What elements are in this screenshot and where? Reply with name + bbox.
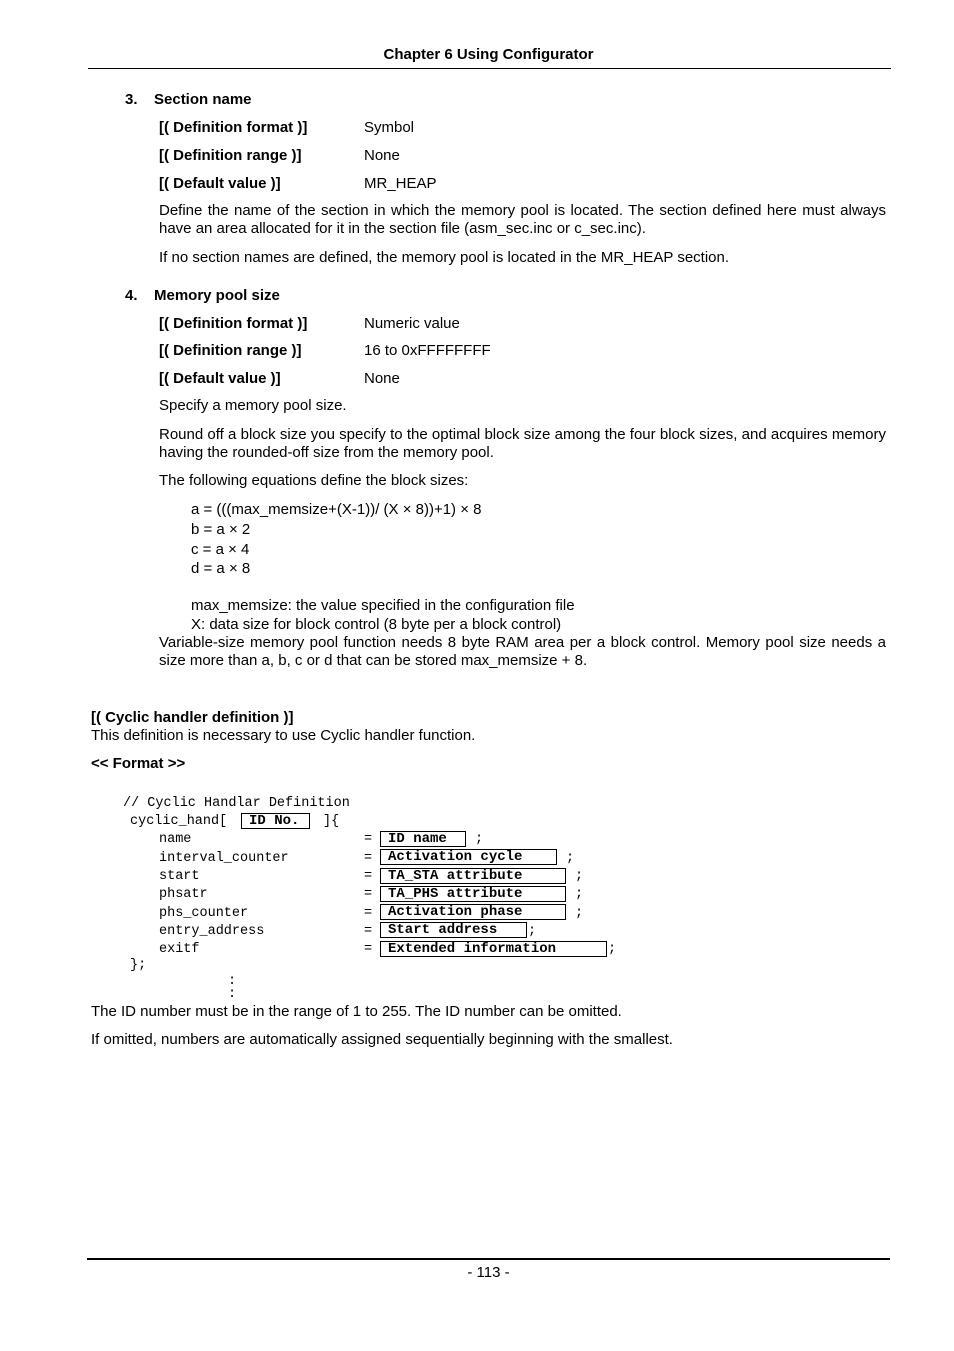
section3-row-value: MR_HEAP — [364, 175, 437, 192]
field-name: name — [159, 832, 192, 847]
code-ellipsis: : — [228, 974, 237, 989]
section4-row-label: [( Default value )] — [159, 370, 281, 387]
code-ellipsis: : — [228, 987, 237, 1002]
section4-paragraph: Specify a memory pool size. — [159, 397, 347, 414]
equation-note: X: data size for block control (8 byte per a block control) — [191, 616, 562, 633]
field-equals: = — [364, 906, 373, 921]
field-equals: = — [364, 887, 373, 902]
section3-row-label: [( Default value )] — [159, 175, 281, 192]
field-value-box: ID name — [380, 831, 466, 847]
field-terminator: ; — [528, 924, 537, 939]
field-terminator: ; — [608, 942, 617, 957]
section3-row-label: [( Definition format )] — [159, 119, 308, 136]
format-label: << Format >> — [91, 755, 186, 772]
field-value-box: TA_STA attribute — [380, 868, 566, 884]
cyclic-description: This definition is necessary to use Cyclic handler function. — [91, 727, 476, 744]
cyclic-note: The ID number must be in the range of 1 to 255. The ID number can be omitted. — [91, 1003, 622, 1020]
section3-row-label: [( Definition range )] — [159, 147, 302, 164]
code-open-prefix: cyclic_hand[ — [130, 814, 228, 829]
section4-row-value: Numeric value — [364, 315, 460, 332]
equation: b = a × 2 — [191, 521, 251, 538]
section4-title: Memory pool size — [154, 287, 280, 304]
cyclic-note: If omitted, numbers are automatically assigned sequentially beginning with the smallest. — [91, 1031, 673, 1048]
code-open-suffix: ]{ — [323, 814, 340, 829]
equation-note: max_memsize: the value specified in the configuration file — [191, 597, 575, 614]
field-name: interval_counter — [159, 851, 289, 866]
field-name: phsatr — [159, 887, 208, 902]
cyclic-heading: [( Cyclic handler definition )] — [91, 709, 294, 726]
code-close: }; — [130, 958, 147, 973]
field-terminator: ; — [575, 887, 584, 902]
field-value-box: Start address — [380, 922, 527, 938]
section4-paragraph: The following equations define the block sizes: — [159, 472, 469, 489]
field-value-box: TA_PHS attribute — [380, 886, 566, 902]
section4-row-value: None — [364, 370, 400, 387]
equation: d = a × 8 — [191, 560, 251, 577]
chapter-title: Chapter 6 Using Configurator — [383, 46, 594, 63]
section3-row-value: Symbol — [364, 119, 415, 136]
field-value-box: Activation phase — [380, 904, 566, 920]
field-name: exitf — [159, 942, 200, 957]
field-equals: = — [364, 832, 373, 847]
field-name: entry_address — [159, 924, 265, 939]
equation: a = (((max_memsize+(X-1))/ (X × 8))+1) × 8 — [191, 501, 482, 518]
code-comment: // Cyclic Handlar Definition — [123, 796, 350, 811]
section3-paragraph: Define the name of the section in which the memory pool is located. The section defined here must always have an area allocated for it in the section file (asm_sec.inc or c_sec.inc). — [159, 202, 886, 237]
footer-rule — [87, 1258, 890, 1260]
id-number-box: ID No. — [241, 813, 310, 829]
section4-number: 4. — [125, 287, 138, 304]
section4-closing: Variable-size memory pool function needs 8 byte RAM area per a block control. Memory pool size needs a size more than a, b, c or d that can be stored max_memsize + 8. — [159, 634, 886, 669]
section3-paragraph: If no section names are defined, the memory pool is located in the MR_HEAP section. — [159, 249, 730, 266]
equation: c = a × 4 — [191, 541, 250, 558]
section3-number: 3. — [125, 91, 138, 108]
field-terminator: ; — [566, 851, 575, 866]
field-name: phs_counter — [159, 906, 249, 921]
field-equals: = — [364, 869, 373, 884]
field-terminator: ; — [575, 906, 584, 921]
field-equals: = — [364, 924, 373, 939]
field-name: start — [159, 869, 200, 884]
page-number: - 113 - — [467, 1264, 510, 1281]
section4-row-label: [( Definition format )] — [159, 315, 308, 332]
section4-row-value: 16 to 0xFFFFFFFF — [364, 342, 491, 359]
field-equals: = — [364, 942, 373, 957]
section4-paragraph: Round off a block size you specify to the optimal block size among the four block sizes, and acquires memory having the rounded-off size from the memory pool. — [159, 426, 886, 461]
field-value-box: Activation cycle — [380, 849, 557, 865]
field-terminator: ; — [475, 832, 484, 847]
header-rule — [88, 68, 891, 69]
field-terminator: ; — [575, 869, 584, 884]
field-value-box: Extended information — [380, 941, 607, 957]
section3-row-value: None — [364, 147, 400, 164]
section3-title: Section name — [154, 91, 252, 108]
section4-row-label: [( Definition range )] — [159, 342, 302, 359]
field-equals: = — [364, 851, 373, 866]
